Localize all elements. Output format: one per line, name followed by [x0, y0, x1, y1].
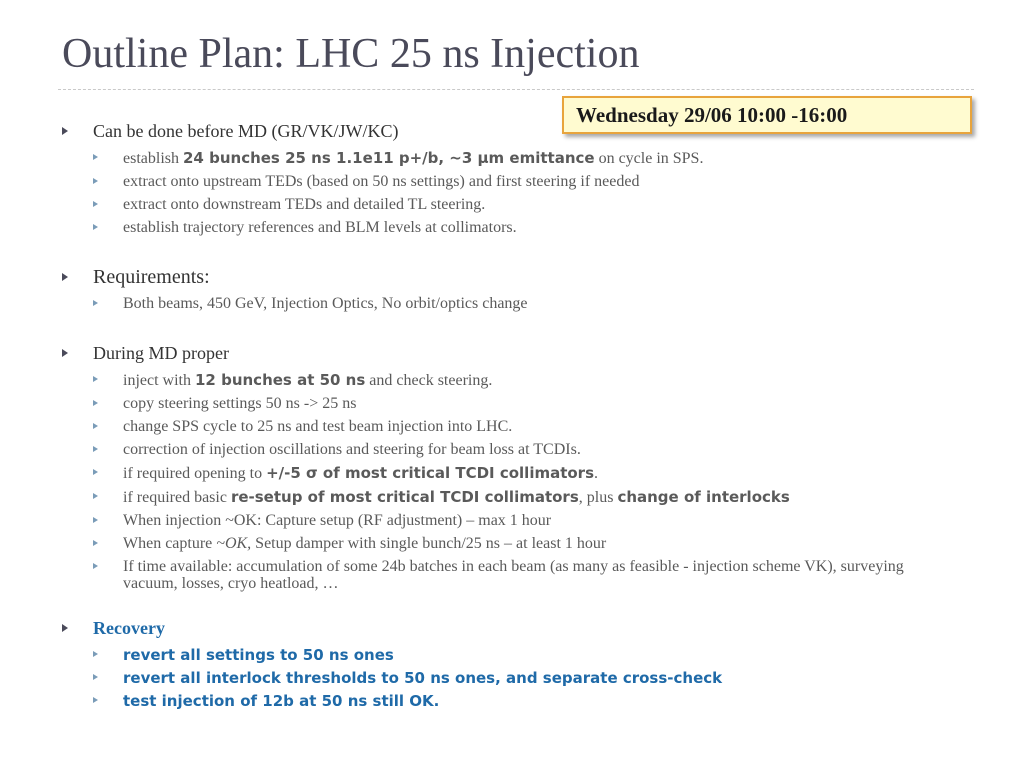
bullet-text: Recovery [93, 618, 165, 638]
sub-bullet [62, 535, 962, 553]
sub-bullet-arrow-icon [93, 423, 98, 429]
sub-bullet [62, 488, 962, 507]
sub-text: Setup damper with single bunch/25 ns – at least 1 hour [251, 535, 607, 552]
sub-bullet [62, 371, 962, 390]
sub-text: if required basic [123, 489, 231, 506]
sub-text: Both beams, 450 GeV, Injection Optics, No orbit/optics change [123, 295, 528, 312]
sub-text: When injection ~OK: Capture setup (RF adjustment) – max 1 hour [123, 512, 552, 529]
sub-text: if required opening to [123, 465, 267, 482]
sub-bullet [62, 692, 962, 710]
sub-text: revert all settings to 50 ns ones [123, 646, 394, 664]
sub-bullet [62, 464, 962, 483]
sub-bullet [62, 173, 962, 191]
date-callout-text: Wednesday 29/06 10:00 -16:00 [576, 102, 848, 127]
sub-bullet-arrow-icon [93, 446, 98, 452]
sub-text: If time available: accumulation of some 24b batches in each beam (as many as feasible - injection scheme VK), surveying vacuum, losses, cryo heatload, … [123, 558, 904, 592]
sub-bullet-arrow-icon [93, 540, 98, 546]
sub-bullet [62, 196, 962, 214]
sub-text: extract onto downstream TEDs and detailed TL steering. [123, 196, 486, 213]
sub-bullet [62, 395, 962, 413]
sub-bullet [62, 441, 962, 459]
sub-bullet-arrow-icon [93, 201, 98, 207]
sub-text: change SPS cycle to 25 ns and test beam injection into LHC. [123, 418, 513, 435]
sub-text: correction of injection oscillations and steering for beam loss at TCDIs. [123, 441, 581, 458]
sub-bullet-arrow-icon [93, 469, 98, 475]
slide-title: Outline Plan: LHC 25 ns Injection [62, 31, 640, 77]
sub-text-italic: ~OK, [216, 535, 252, 552]
sub-text-bold: re-setup of most critical TCDI collimators [230, 488, 579, 506]
sub-bullet-arrow-icon [93, 224, 98, 230]
bullet-recovery [62, 615, 962, 641]
sub-bullet-arrow-icon [93, 493, 98, 499]
bullet-requirements [62, 264, 962, 290]
sub-bullet [62, 646, 962, 664]
bullet-text: Can be done before MD (GR/VK/JW/KC) [93, 121, 399, 141]
sub-text: extract onto upstream TEDs (based on 50 ns settings) and first steering if needed [123, 173, 640, 190]
sub-bullet [62, 219, 962, 237]
sub-text: revert all interlock thresholds to 50 ns ones, and separate cross-check [123, 669, 723, 687]
sub-bullet-arrow-icon [93, 376, 98, 382]
sub-bullet [62, 669, 962, 687]
sub-text: and check steering. [365, 372, 493, 389]
sub-bullet [62, 558, 962, 592]
sub-text: establish trajectory references and BLM levels at collimators. [123, 219, 517, 236]
bullet-arrow-icon [62, 349, 68, 357]
sub-bullet [62, 418, 962, 436]
bullet-arrow-icon [62, 624, 68, 632]
sub-text: inject with [123, 372, 195, 389]
bullet-text: During MD proper [93, 343, 229, 363]
sub-bullet-arrow-icon [93, 300, 98, 306]
sub-text-bold: change of interlocks [617, 488, 790, 506]
bullet-during-md [62, 340, 962, 366]
sub-bullet-arrow-icon [93, 674, 98, 680]
sub-text-bold: 24 bunches 25 ns 1.1e11 p+/b, ~3 μm emittance [183, 149, 595, 167]
sub-bullet [62, 512, 962, 530]
sub-text-bold: +/-5 σ of most critical TCDI collimators [266, 464, 595, 482]
sub-text: , plus [578, 489, 618, 506]
slide-content [62, 118, 962, 715]
sub-bullet-arrow-icon [93, 178, 98, 184]
sub-text: on cycle in SPS. [594, 150, 704, 167]
sub-text: test injection of 12b at 50 ns still OK. [123, 692, 440, 710]
sub-text: establish [123, 150, 183, 167]
sub-text-bold: 12 bunches at 50 ns [194, 371, 366, 389]
sub-bullet-arrow-icon [93, 154, 98, 160]
title-divider [58, 89, 974, 90]
sub-text: . [594, 465, 599, 482]
bullet-arrow-icon [62, 127, 68, 135]
bullet-text: Requirements: [93, 266, 210, 288]
sub-text: copy steering settings 50 ns -> 25 ns [123, 395, 357, 412]
sub-bullet-arrow-icon [93, 651, 98, 657]
sub-bullet [62, 295, 962, 313]
sub-bullet-arrow-icon [93, 400, 98, 406]
bullet-before-md [62, 118, 962, 144]
sub-bullet [62, 149, 962, 168]
bullet-arrow-icon [62, 273, 68, 281]
sub-bullet-arrow-icon [93, 697, 98, 703]
sub-text: When capture [123, 535, 217, 552]
sub-bullet-arrow-icon [93, 517, 98, 523]
sub-bullet-arrow-icon [93, 563, 98, 569]
